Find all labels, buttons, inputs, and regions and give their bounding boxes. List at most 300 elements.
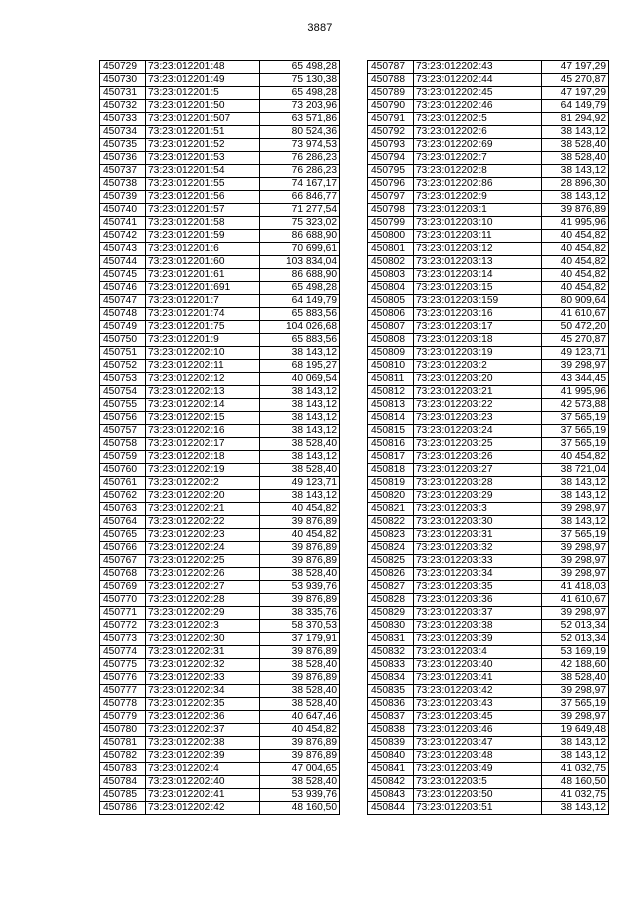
row-number-cell: 450753	[100, 373, 146, 386]
row-number-cell: 450758	[100, 438, 146, 451]
row-number-cell: 450777	[100, 685, 146, 698]
row-number-cell: 450782	[100, 750, 146, 763]
cadastral-number-cell: 73:23:012202:42	[146, 802, 260, 815]
cadastral-number-cell: 73:23:012201:59	[146, 230, 260, 243]
cadastral-number-cell: 73:23:012203:33	[414, 555, 542, 568]
value-cell: 58 370,53	[260, 620, 340, 633]
table-row	[368, 555, 609, 568]
value-cell: 39 298,97	[542, 360, 609, 373]
row-number-cell: 450741	[100, 217, 146, 230]
row-number-cell: 450747	[100, 295, 146, 308]
cadastral-number-cell: 73:23:012203:2	[414, 360, 542, 373]
row-number-cell: 450839	[368, 737, 414, 750]
value-cell: 41 032,75	[542, 789, 609, 802]
cadastral-number-cell: 73:23:012201:51	[146, 126, 260, 139]
row-number-cell: 450772	[100, 620, 146, 633]
cadastral-number-cell: 73:23:012201:691	[146, 282, 260, 295]
table-row	[100, 698, 340, 711]
value-cell: 43 344,45	[542, 373, 609, 386]
cadastral-number-cell: 73:23:012202:29	[146, 607, 260, 620]
value-cell: 65 498,28	[260, 61, 340, 74]
row-number-cell: 450783	[100, 763, 146, 776]
table-row	[368, 438, 609, 451]
cadastral-number-cell: 73:23:012202:27	[146, 581, 260, 594]
row-number-cell: 450805	[368, 295, 414, 308]
cadastral-number-cell: 73:23:012202:46	[414, 100, 542, 113]
value-cell: 41 995,96	[542, 217, 609, 230]
table-row	[100, 594, 340, 607]
row-number-cell: 450807	[368, 321, 414, 334]
row-number-cell: 450786	[100, 802, 146, 815]
table-row	[368, 425, 609, 438]
value-cell: 38 143,12	[542, 490, 609, 503]
value-cell: 73 974,53	[260, 139, 340, 152]
row-number-cell: 450835	[368, 685, 414, 698]
cadastral-number-cell: 73:23:012203:36	[414, 594, 542, 607]
table-row	[100, 711, 340, 724]
table-row	[368, 581, 609, 594]
cadastral-number-cell: 73:23:012203:13	[414, 256, 542, 269]
row-number-cell: 450761	[100, 477, 146, 490]
row-number-cell: 450834	[368, 672, 414, 685]
table-row	[100, 672, 340, 685]
value-cell: 40 647,46	[260, 711, 340, 724]
row-number-cell: 450800	[368, 230, 414, 243]
cadastral-number-cell: 73:23:012203:4	[414, 646, 542, 659]
table-row	[368, 191, 609, 204]
row-number-cell: 450774	[100, 646, 146, 659]
row-number-cell: 450787	[368, 61, 414, 74]
row-number-cell: 450825	[368, 555, 414, 568]
value-cell: 65 498,28	[260, 282, 340, 295]
table-row	[368, 282, 609, 295]
row-number-cell: 450759	[100, 451, 146, 464]
table-row	[368, 139, 609, 152]
row-number-cell: 450797	[368, 191, 414, 204]
table-row	[100, 165, 340, 178]
row-number-cell: 450755	[100, 399, 146, 412]
cadastral-number-cell: 73:23:012202:7	[414, 152, 542, 165]
value-cell: 53 939,76	[260, 789, 340, 802]
row-number-cell: 450823	[368, 529, 414, 542]
value-cell: 86 688,90	[260, 230, 340, 243]
table-row	[368, 490, 609, 503]
table-row	[368, 685, 609, 698]
row-number-cell: 450812	[368, 386, 414, 399]
value-cell: 74 167,17	[260, 178, 340, 191]
table-row	[100, 204, 340, 217]
row-number-cell: 450736	[100, 152, 146, 165]
value-cell: 76 286,23	[260, 152, 340, 165]
cadastral-number-cell: 73:23:012203:26	[414, 451, 542, 464]
value-cell: 75 323,02	[260, 217, 340, 230]
cadastral-number-cell: 73:23:012202:22	[146, 516, 260, 529]
table-row	[100, 386, 340, 399]
row-number-cell: 450791	[368, 113, 414, 126]
table-row	[368, 776, 609, 789]
row-number-cell: 450765	[100, 529, 146, 542]
table-row	[368, 295, 609, 308]
table-row	[100, 724, 340, 737]
cadastral-number-cell: 73:23:012202:15	[146, 412, 260, 425]
row-number-cell: 450729	[100, 61, 146, 74]
cadastral-number-cell: 73:23:012202:5	[414, 113, 542, 126]
row-number-cell: 450793	[368, 139, 414, 152]
row-number-cell: 450814	[368, 412, 414, 425]
cadastral-number-cell: 73:23:012203:40	[414, 659, 542, 672]
table-row	[100, 282, 340, 295]
cadastral-number-cell: 73:23:012201:55	[146, 178, 260, 191]
value-cell: 66 846,77	[260, 191, 340, 204]
row-number-cell: 450740	[100, 204, 146, 217]
cadastral-number-cell: 73:23:012202:8	[414, 165, 542, 178]
row-number-cell: 450763	[100, 503, 146, 516]
value-cell: 38 143,12	[260, 386, 340, 399]
table-row	[368, 620, 609, 633]
cadastral-number-cell: 73:23:012203:18	[414, 334, 542, 347]
cadastral-number-cell: 73:23:012203:30	[414, 516, 542, 529]
cadastral-number-cell: 73:23:012202:37	[146, 724, 260, 737]
row-number-cell: 450739	[100, 191, 146, 204]
cadastral-number-cell: 73:23:012203:5	[414, 776, 542, 789]
table-row	[100, 126, 340, 139]
value-cell: 52 013,34	[542, 633, 609, 646]
table-row	[100, 581, 340, 594]
table-row	[100, 737, 340, 750]
row-number-cell: 450802	[368, 256, 414, 269]
value-cell: 64 149,79	[260, 295, 340, 308]
row-number-cell: 450838	[368, 724, 414, 737]
table-row	[368, 334, 609, 347]
value-cell: 19 649,48	[542, 724, 609, 737]
table-row	[100, 139, 340, 152]
cadastral-number-cell: 73:23:012203:19	[414, 347, 542, 360]
value-cell: 39 298,97	[542, 711, 609, 724]
cadastral-number-cell: 73:23:012203:28	[414, 477, 542, 490]
value-cell: 47 197,29	[542, 87, 609, 100]
table-row	[368, 542, 609, 555]
value-cell: 38 143,12	[542, 477, 609, 490]
cadastral-number-cell: 73:23:012202:41	[146, 789, 260, 802]
cadastral-number-cell: 73:23:012202:9	[414, 191, 542, 204]
cadastral-number-cell: 73:23:012203:23	[414, 412, 542, 425]
row-number-cell: 450831	[368, 633, 414, 646]
table-row	[100, 373, 340, 386]
value-cell: 38 528,40	[260, 438, 340, 451]
cadastral-number-cell: 73:23:012202:3	[146, 620, 260, 633]
row-number-cell: 450841	[368, 763, 414, 776]
table-row	[100, 620, 340, 633]
registry-table-right	[367, 60, 609, 815]
row-number-cell: 450829	[368, 607, 414, 620]
table-row	[100, 568, 340, 581]
value-cell: 39 298,97	[542, 568, 609, 581]
table-row	[368, 451, 609, 464]
value-cell: 38 528,40	[260, 659, 340, 672]
cadastral-number-cell: 73:23:012201:48	[146, 61, 260, 74]
table-row	[100, 412, 340, 425]
row-number-cell: 450766	[100, 542, 146, 555]
value-cell: 38 143,12	[260, 412, 340, 425]
value-cell: 53 169,19	[542, 646, 609, 659]
value-cell: 38 528,40	[260, 568, 340, 581]
value-cell: 104 026,68	[260, 321, 340, 334]
value-cell: 38 143,12	[542, 165, 609, 178]
table-row	[368, 321, 609, 334]
table-row	[100, 789, 340, 802]
value-cell: 40 454,82	[542, 282, 609, 295]
table-row	[368, 607, 609, 620]
value-cell: 39 876,89	[260, 646, 340, 659]
table-row	[368, 633, 609, 646]
cadastral-number-cell: 73:23:012201:75	[146, 321, 260, 334]
table-row	[368, 373, 609, 386]
row-number-cell: 450732	[100, 100, 146, 113]
cadastral-number-cell: 73:23:012201:49	[146, 74, 260, 87]
table-row	[100, 503, 340, 516]
cadastral-number-cell: 73:23:012202:14	[146, 399, 260, 412]
value-cell: 38 528,40	[542, 139, 609, 152]
cadastral-number-cell: 73:23:012202:36	[146, 711, 260, 724]
table-row	[368, 646, 609, 659]
table-row	[100, 633, 340, 646]
value-cell: 40 454,82	[260, 529, 340, 542]
row-number-cell: 450784	[100, 776, 146, 789]
row-number-cell: 450752	[100, 360, 146, 373]
row-number-cell: 450827	[368, 581, 414, 594]
value-cell: 38 528,40	[260, 685, 340, 698]
table-row	[100, 243, 340, 256]
value-cell: 49 123,71	[260, 477, 340, 490]
table-row	[100, 646, 340, 659]
value-cell: 49 123,71	[542, 347, 609, 360]
value-cell: 41 610,67	[542, 308, 609, 321]
table-row	[368, 568, 609, 581]
value-cell: 47 004,65	[260, 763, 340, 776]
cadastral-number-cell: 73:23:012201:52	[146, 139, 260, 152]
table-row	[368, 750, 609, 763]
cadastral-number-cell: 73:23:012203:17	[414, 321, 542, 334]
cadastral-number-cell: 73:23:012202:19	[146, 464, 260, 477]
row-number-cell: 450789	[368, 87, 414, 100]
value-cell: 38 528,40	[260, 776, 340, 789]
value-cell: 63 571,86	[260, 113, 340, 126]
cadastral-number-cell: 73:23:012201:60	[146, 256, 260, 269]
row-number-cell: 450798	[368, 204, 414, 217]
cadastral-number-cell: 73:23:012202:69	[414, 139, 542, 152]
cadastral-number-cell: 73:23:012201:9	[146, 334, 260, 347]
page-number: 3887	[307, 22, 333, 34]
row-number-cell: 450795	[368, 165, 414, 178]
row-number-cell: 450820	[368, 490, 414, 503]
cadastral-number-cell: 73:23:012203:3	[414, 503, 542, 516]
table-row	[368, 503, 609, 516]
row-number-cell: 450819	[368, 477, 414, 490]
cadastral-number-cell: 73:23:012203:42	[414, 685, 542, 698]
table-row	[100, 542, 340, 555]
row-number-cell: 450790	[368, 100, 414, 113]
row-number-cell: 450830	[368, 620, 414, 633]
value-cell: 38 143,12	[260, 451, 340, 464]
table-row	[100, 152, 340, 165]
value-cell: 75 130,38	[260, 74, 340, 87]
cadastral-number-cell: 73:23:012202:28	[146, 594, 260, 607]
value-cell: 39 876,89	[260, 555, 340, 568]
cadastral-number-cell: 73:23:012202:30	[146, 633, 260, 646]
table-row	[100, 607, 340, 620]
cadastral-number-cell: 73:23:012202:17	[146, 438, 260, 451]
cadastral-number-cell: 73:23:012202:18	[146, 451, 260, 464]
value-cell: 71 277,54	[260, 204, 340, 217]
table-row	[100, 659, 340, 672]
row-number-cell: 450809	[368, 347, 414, 360]
cadastral-number-cell: 73:23:012203:22	[414, 399, 542, 412]
table-row	[368, 529, 609, 542]
registry-table-right-body	[368, 61, 609, 815]
table-row	[368, 659, 609, 672]
row-number-cell: 450828	[368, 594, 414, 607]
value-cell: 38 528,40	[260, 698, 340, 711]
row-number-cell: 450769	[100, 581, 146, 594]
table-row	[100, 269, 340, 282]
row-number-cell: 450749	[100, 321, 146, 334]
value-cell: 65 498,28	[260, 87, 340, 100]
cadastral-number-cell: 73:23:012203:24	[414, 425, 542, 438]
row-number-cell: 450751	[100, 347, 146, 360]
table-row	[100, 256, 340, 269]
value-cell: 39 876,89	[260, 750, 340, 763]
table-row	[100, 451, 340, 464]
table-row	[368, 126, 609, 139]
table-row	[368, 347, 609, 360]
value-cell: 68 195,27	[260, 360, 340, 373]
row-number-cell: 450730	[100, 74, 146, 87]
cadastral-number-cell: 73:23:012202:39	[146, 750, 260, 763]
row-number-cell: 450742	[100, 230, 146, 243]
table-row	[368, 672, 609, 685]
value-cell: 38 143,12	[542, 802, 609, 815]
cadastral-number-cell: 73:23:012203:34	[414, 568, 542, 581]
cadastral-number-cell: 73:23:012202:45	[414, 87, 542, 100]
value-cell: 53 939,76	[260, 581, 340, 594]
registry-table-left	[99, 60, 340, 815]
row-number-cell: 450824	[368, 542, 414, 555]
value-cell: 39 876,89	[260, 672, 340, 685]
table-row	[100, 321, 340, 334]
table-row	[100, 61, 340, 74]
table-row	[368, 360, 609, 373]
cadastral-number-cell: 73:23:012203:37	[414, 607, 542, 620]
value-cell: 41 418,03	[542, 581, 609, 594]
registry-table-left-body	[100, 61, 340, 815]
value-cell: 38 143,12	[260, 347, 340, 360]
cadastral-number-cell: 73:23:012203:31	[414, 529, 542, 542]
row-number-cell: 450754	[100, 386, 146, 399]
row-number-cell: 450748	[100, 308, 146, 321]
table-row	[368, 763, 609, 776]
cadastral-number-cell: 73:23:012202:11	[146, 360, 260, 373]
value-cell: 41 032,75	[542, 763, 609, 776]
row-number-cell: 450767	[100, 555, 146, 568]
value-cell: 40 454,82	[260, 503, 340, 516]
table-row	[368, 477, 609, 490]
row-number-cell: 450808	[368, 334, 414, 347]
row-number-cell: 450811	[368, 373, 414, 386]
row-number-cell: 450813	[368, 399, 414, 412]
row-number-cell: 450775	[100, 659, 146, 672]
table-row	[100, 464, 340, 477]
row-number-cell: 450760	[100, 464, 146, 477]
row-number-cell: 450826	[368, 568, 414, 581]
table-row	[100, 802, 340, 815]
value-cell: 47 197,29	[542, 61, 609, 74]
cadastral-number-cell: 73:23:012203:50	[414, 789, 542, 802]
value-cell: 38 335,76	[260, 607, 340, 620]
cadastral-number-cell: 73:23:012201:57	[146, 204, 260, 217]
value-cell: 80 524,36	[260, 126, 340, 139]
cadastral-number-cell: 73:23:012202:4	[146, 763, 260, 776]
cadastral-number-cell: 73:23:012203:48	[414, 750, 542, 763]
table-row	[368, 464, 609, 477]
value-cell: 40 454,82	[542, 451, 609, 464]
table-row	[100, 87, 340, 100]
cadastral-number-cell: 73:23:012202:33	[146, 672, 260, 685]
row-number-cell: 450735	[100, 139, 146, 152]
cadastral-number-cell: 73:23:012202:31	[146, 646, 260, 659]
row-number-cell: 450750	[100, 334, 146, 347]
value-cell: 81 294,92	[542, 113, 609, 126]
table-row	[368, 789, 609, 802]
cadastral-number-cell: 73:23:012201:56	[146, 191, 260, 204]
value-cell: 86 688,90	[260, 269, 340, 282]
table-row	[368, 802, 609, 815]
row-number-cell: 450776	[100, 672, 146, 685]
cadastral-number-cell: 73:23:012201:53	[146, 152, 260, 165]
row-number-cell: 450836	[368, 698, 414, 711]
value-cell: 40 454,82	[542, 243, 609, 256]
row-number-cell: 450842	[368, 776, 414, 789]
table-row	[100, 438, 340, 451]
cadastral-number-cell: 73:23:012202:25	[146, 555, 260, 568]
cadastral-number-cell: 73:23:012202:20	[146, 490, 260, 503]
table-row	[368, 165, 609, 178]
row-number-cell: 450803	[368, 269, 414, 282]
cadastral-number-cell: 73:23:012201:58	[146, 217, 260, 230]
table-row	[100, 295, 340, 308]
table-row	[100, 191, 340, 204]
cadastral-number-cell: 73:23:012203:32	[414, 542, 542, 555]
row-number-cell: 450780	[100, 724, 146, 737]
value-cell: 70 699,61	[260, 243, 340, 256]
row-number-cell: 450762	[100, 490, 146, 503]
value-cell: 38 721,04	[542, 464, 609, 477]
row-number-cell: 450822	[368, 516, 414, 529]
table-row	[100, 529, 340, 542]
row-number-cell: 450764	[100, 516, 146, 529]
value-cell: 39 876,89	[260, 737, 340, 750]
table-row	[368, 516, 609, 529]
row-number-cell: 450817	[368, 451, 414, 464]
cadastral-number-cell: 73:23:012201:54	[146, 165, 260, 178]
value-cell: 48 160,50	[260, 802, 340, 815]
value-cell: 64 149,79	[542, 100, 609, 113]
cadastral-number-cell: 73:23:012202:12	[146, 373, 260, 386]
row-number-cell: 450794	[368, 152, 414, 165]
value-cell: 37 179,91	[260, 633, 340, 646]
table-row	[100, 750, 340, 763]
value-cell: 38 143,12	[260, 425, 340, 438]
table-row	[100, 477, 340, 490]
